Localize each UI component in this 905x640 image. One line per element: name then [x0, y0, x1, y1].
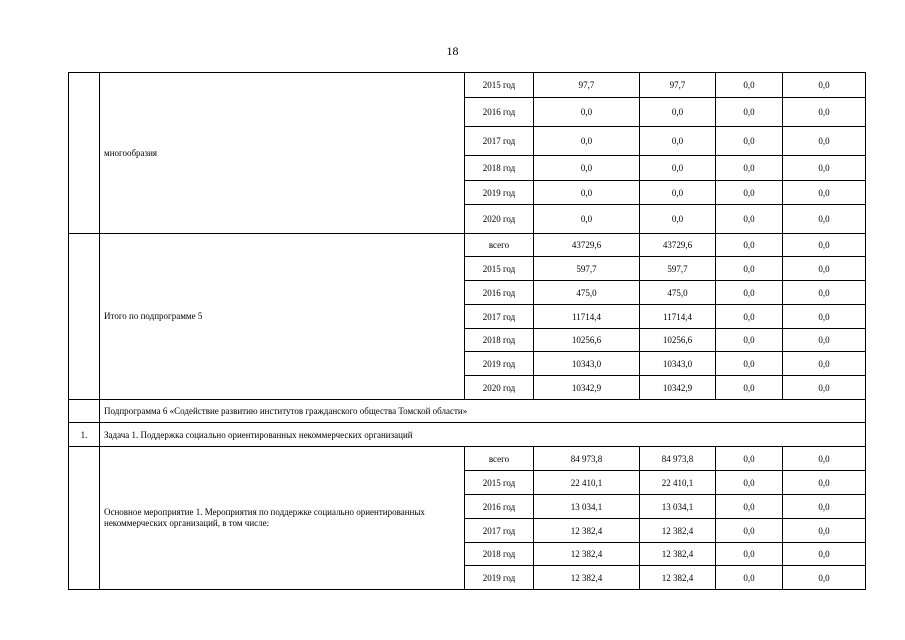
- other-cell: 0,0: [716, 305, 783, 329]
- period-cell: 2018 год: [465, 156, 534, 181]
- other-cell: 0,0: [783, 566, 866, 590]
- total-cell: 43729,6: [534, 234, 640, 257]
- row-description: Итого по подпрограмме 5: [100, 234, 465, 400]
- budget-cell: 84 973,8: [640, 447, 716, 471]
- total-cell: 0,0: [534, 156, 640, 181]
- other-cell: 0,0: [716, 205, 783, 234]
- period-cell: 2020 год: [465, 205, 534, 234]
- total-cell: 10342,9: [534, 376, 640, 400]
- other-cell: 0,0: [716, 352, 783, 376]
- period-cell: всего: [465, 447, 534, 471]
- budget-cell: 12 382,4: [640, 543, 716, 566]
- other-cell: 0,0: [783, 447, 866, 471]
- row-index: [69, 400, 100, 423]
- other-cell: 0,0: [716, 543, 783, 566]
- budget-cell: 10342,9: [640, 376, 716, 400]
- budget-cell: 13 034,1: [640, 495, 716, 519]
- budget-cell: 475,0: [640, 281, 716, 305]
- other-cell: 0,0: [783, 305, 866, 329]
- budget-cell: 0,0: [640, 181, 716, 205]
- row-index: [69, 234, 100, 400]
- other-cell: 0,0: [783, 471, 866, 495]
- budget-cell: 0,0: [640, 98, 716, 127]
- row-index: [69, 447, 100, 590]
- other-cell: 0,0: [716, 73, 783, 98]
- page-number: 18: [446, 44, 459, 58]
- table-row: [69, 447, 866, 471]
- row-title: Задача 1. Поддержка социально ориентированных некоммерческих организаций: [100, 423, 866, 447]
- subprogram-row: [69, 400, 866, 423]
- total-cell: 0,0: [534, 127, 640, 156]
- total-cell: 10343,0: [534, 352, 640, 376]
- other-cell: 0,0: [783, 205, 866, 234]
- budget-cell: 12 382,4: [640, 519, 716, 543]
- total-cell: 12 382,4: [534, 566, 640, 590]
- period-cell: 2015 год: [465, 257, 534, 281]
- budget-cell: 22 410,1: [640, 471, 716, 495]
- other-cell: 0,0: [783, 98, 866, 127]
- period-cell: 2019 год: [465, 181, 534, 205]
- row-index: 1.: [69, 423, 100, 447]
- other-cell: 0,0: [783, 495, 866, 519]
- budget-cell: 97,7: [640, 73, 716, 98]
- total-cell: 0,0: [534, 181, 640, 205]
- total-cell: 11714,4: [534, 305, 640, 329]
- other-cell: 0,0: [716, 329, 783, 352]
- total-cell: 12 382,4: [534, 519, 640, 543]
- period-cell: 2016 год: [465, 495, 534, 519]
- table-row: [69, 73, 866, 98]
- total-cell: 13 034,1: [534, 495, 640, 519]
- other-cell: 0,0: [783, 519, 866, 543]
- period-cell: 2018 год: [465, 329, 534, 352]
- row-index: [69, 73, 100, 234]
- budget-cell: 12 382,4: [640, 566, 716, 590]
- other-cell: 0,0: [716, 257, 783, 281]
- task-row: [69, 423, 866, 447]
- other-cell: 0,0: [783, 234, 866, 257]
- other-cell: 0,0: [716, 127, 783, 156]
- table-row: [69, 234, 866, 257]
- other-cell: 0,0: [716, 566, 783, 590]
- budget-cell: 0,0: [640, 205, 716, 234]
- table-body: [69, 73, 866, 590]
- period-cell: 2018 год: [465, 543, 534, 566]
- budget-table: [68, 72, 866, 590]
- other-cell: 0,0: [716, 156, 783, 181]
- budget-cell: 43729,6: [640, 234, 716, 257]
- budget-cell: 10256,6: [640, 329, 716, 352]
- budget-cell: 597,7: [640, 257, 716, 281]
- total-cell: 10256,6: [534, 329, 640, 352]
- other-cell: 0,0: [783, 543, 866, 566]
- period-cell: 2017 год: [465, 519, 534, 543]
- period-cell: 2015 год: [465, 471, 534, 495]
- other-cell: 0,0: [783, 127, 866, 156]
- other-cell: 0,0: [783, 281, 866, 305]
- other-cell: 0,0: [716, 281, 783, 305]
- total-cell: 22 410,1: [534, 471, 640, 495]
- other-cell: 0,0: [716, 519, 783, 543]
- other-cell: 0,0: [716, 471, 783, 495]
- other-cell: 0,0: [783, 257, 866, 281]
- period-cell: 2017 год: [465, 305, 534, 329]
- total-cell: 475,0: [534, 281, 640, 305]
- budget-cell: 11714,4: [640, 305, 716, 329]
- total-cell: 12 382,4: [534, 543, 640, 566]
- period-cell: 2019 год: [465, 566, 534, 590]
- budget-cell: 10343,0: [640, 352, 716, 376]
- other-cell: 0,0: [783, 329, 866, 352]
- other-cell: 0,0: [716, 376, 783, 400]
- budget-cell: 0,0: [640, 127, 716, 156]
- other-cell: 0,0: [716, 234, 783, 257]
- period-cell: 2017 год: [465, 127, 534, 156]
- period-cell: 2015 год: [465, 73, 534, 98]
- other-cell: 0,0: [716, 98, 783, 127]
- total-cell: 597,7: [534, 257, 640, 281]
- other-cell: 0,0: [716, 447, 783, 471]
- period-cell: 2016 год: [465, 98, 534, 127]
- other-cell: 0,0: [716, 495, 783, 519]
- period-cell: 2020 год: [465, 376, 534, 400]
- total-cell: 97,7: [534, 73, 640, 98]
- budget-cell: 0,0: [640, 156, 716, 181]
- other-cell: 0,0: [783, 181, 866, 205]
- other-cell: 0,0: [716, 181, 783, 205]
- period-cell: 2016 год: [465, 281, 534, 305]
- total-cell: 0,0: [534, 98, 640, 127]
- period-cell: всего: [465, 234, 534, 257]
- period-cell: 2019 год: [465, 352, 534, 376]
- row-description: многообразия: [100, 73, 465, 234]
- total-cell: 84 973,8: [534, 447, 640, 471]
- other-cell: 0,0: [783, 73, 866, 98]
- other-cell: 0,0: [783, 376, 866, 400]
- row-title: Подпрограмма 6 «Содействие развитию институтов гражданского общества Томской области»: [100, 400, 866, 423]
- other-cell: 0,0: [783, 352, 866, 376]
- row-description: Основное мероприятие 1. Мероприятия по поддержке социально ориентированных некоммерческих организаций, в том числе:: [100, 447, 465, 590]
- total-cell: 0,0: [534, 205, 640, 234]
- other-cell: 0,0: [783, 156, 866, 181]
